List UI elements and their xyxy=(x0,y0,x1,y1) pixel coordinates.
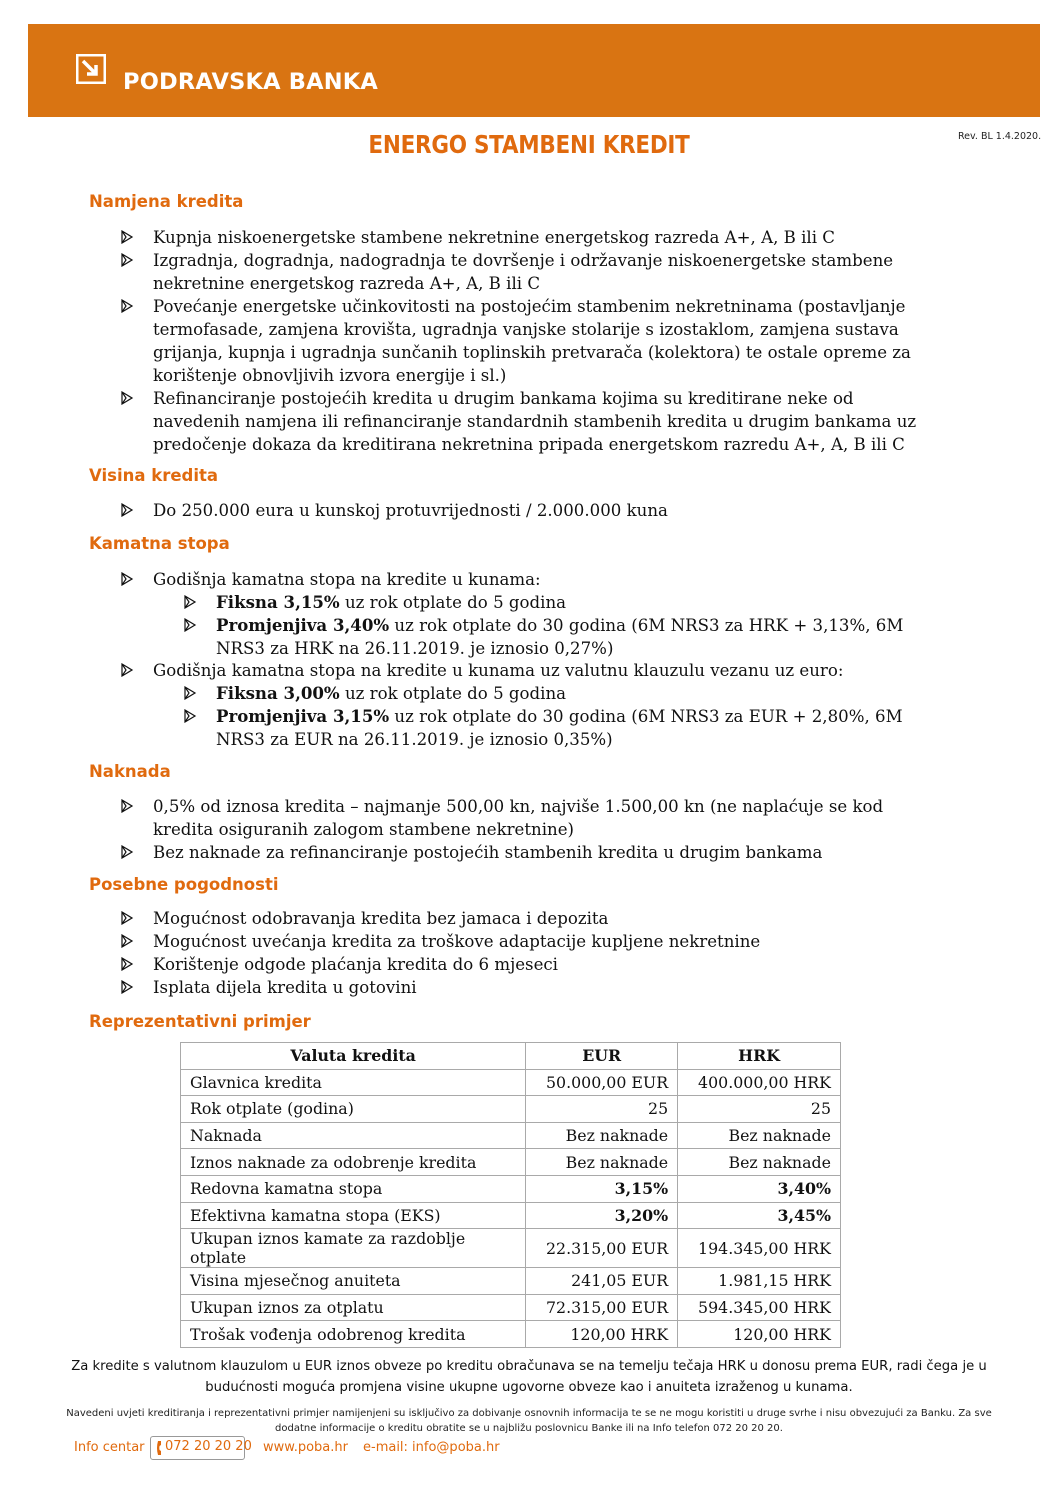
row-label: Iznos naknade za odobrenje kredita xyxy=(181,1149,526,1176)
website-link[interactable]: www.poba.hr xyxy=(263,1440,348,1455)
section-heading-naknada: Naknada xyxy=(89,762,171,781)
list-item: Mogućnost uvećanja kredita za troškove adaptacije kupljene nekretnine xyxy=(153,930,943,953)
hrk-value: 400.000,00 HRK xyxy=(678,1069,841,1096)
currency-clause-note: Za kredite s valutnom klauzulom u EUR iznos obveze po kreditu obračunava se na temelju tečaja HRK u donosu prema EUR, radi čega je u budućnosti moguća promjena visine ukupne ugovorne obveze kao i anuiteta izraženog u kunama. xyxy=(71,1359,987,1395)
arrow-bullet-icon xyxy=(183,595,197,609)
row-label: Redovna kamatna stopa xyxy=(181,1175,526,1202)
list-item: Godišnja kamatna stopa na kredite u kunama uz valutnu klauzulu vezanu uz euro: xyxy=(153,659,943,682)
table-row xyxy=(181,1096,841,1123)
eur-value: 3,15% xyxy=(526,1175,678,1202)
phone-icon xyxy=(155,1440,165,1456)
column-header: EUR xyxy=(526,1043,678,1070)
list-item: Promjenjiva 3,15% uz rok otplate do 30 godina (6M NRS3 za EUR + 2,80%, 6M NRS3 za EUR na 26.11.2019. je iznosio 0,35%) xyxy=(216,705,916,751)
eur-value: 25 xyxy=(526,1096,678,1123)
eur-value: Bez naknade xyxy=(526,1122,678,1149)
hrk-value: 1.981,15 HRK xyxy=(678,1268,841,1295)
table-row xyxy=(181,1321,841,1348)
arrow-bullet-icon xyxy=(183,618,197,632)
kamatna-list-hrk xyxy=(153,568,943,591)
document-title: ENERGO STAMBENI KREDIT xyxy=(368,130,690,159)
row-label: Trošak vođenja odobrenog kredita xyxy=(181,1321,526,1348)
arrow-bullet-icon xyxy=(120,934,134,948)
bank-name: PODRAVSKA BANKA xyxy=(123,69,379,95)
table-row xyxy=(181,1122,841,1149)
arrow-bullet-icon xyxy=(120,980,134,994)
section-heading-visina: Visina kredita xyxy=(89,466,219,485)
table-row xyxy=(181,1069,841,1096)
list-item: Izgradnja, dogradnja, nadogradnja te dovršenje i održavanje niskoenergetske stambene nekretnine energetskog razreda A+, A, B ili C xyxy=(153,249,943,295)
list-item: Do 250.000 eura u kunskoj protuvrijednosti / 2.000.000 kuna xyxy=(153,499,943,522)
column-header: HRK xyxy=(678,1043,841,1070)
row-label: Rok otplate (godina) xyxy=(181,1096,526,1123)
row-label: Naknada xyxy=(181,1122,526,1149)
section-heading-namjena: Namjena kredita xyxy=(89,192,244,211)
hrk-value: 25 xyxy=(678,1096,841,1123)
row-label: Glavnica kredita xyxy=(181,1069,526,1096)
hrk-value: 594.345,00 HRK xyxy=(678,1294,841,1321)
hrk-value: 3,45% xyxy=(678,1202,841,1229)
list-item: Korištenje odgode plaćanja kredita do 6 mjeseci xyxy=(153,953,943,976)
header-band xyxy=(28,24,1040,117)
table-row xyxy=(181,1268,841,1295)
list-item: Kupnja niskoenergetske stambene nekretnine energetskog razreda A+, A, B ili C xyxy=(153,226,943,249)
eur-value: 50.000,00 EUR xyxy=(526,1069,678,1096)
list-item: Isplata dijela kredita u gotovini xyxy=(153,976,943,999)
eur-value: 22.315,00 EUR xyxy=(526,1229,678,1268)
kamatna-list-eur xyxy=(153,659,943,682)
table-row xyxy=(181,1149,841,1176)
phone-number-link[interactable]: 072 20 20 20 xyxy=(165,1439,252,1454)
eur-value: Bez naknade xyxy=(526,1149,678,1176)
list-item: Mogućnost odobravanja kredita bez jamaca i depozita xyxy=(153,907,943,930)
kamatna-sublist-eur xyxy=(216,682,916,751)
row-label: Ukupan iznos kamate za razdoblje otplate xyxy=(181,1229,526,1268)
row-label: Efektivna kamatna stopa (EKS) xyxy=(181,1202,526,1229)
table-row xyxy=(181,1294,841,1321)
column-header: Valuta kredita xyxy=(181,1043,526,1070)
table-row xyxy=(181,1229,841,1268)
list-item: Refinanciranje postojećih kredita u drugim bankama kojima su kreditirane neke od navedenih namjena ili refinanciranje standardnih stambenih kredita u drugim bankama uz predočenje dokaza da kreditirana nekretnina pripada energetskom razredu A+, A, B ili C xyxy=(153,387,943,456)
arrow-bullet-icon xyxy=(120,572,134,586)
kamatna-sublist-hrk xyxy=(216,591,916,660)
eur-value: 241,05 EUR xyxy=(526,1268,678,1295)
eur-value: 3,20% xyxy=(526,1202,678,1229)
hrk-value: Bez naknade xyxy=(678,1149,841,1176)
revision-label: Rev. BL 1.4.2020. xyxy=(958,131,1042,142)
row-label: Ukupan iznos za otplatu xyxy=(181,1294,526,1321)
arrow-bullet-icon xyxy=(120,845,134,859)
row-label: Visina mjesečnog anuiteta xyxy=(181,1268,526,1295)
section-heading-pogodnosti: Posebne pogodnosti xyxy=(89,875,279,894)
list-item: 0,5% od iznosa kredita – najmanje 500,00 kn, najviše 1.500,00 kn (ne naplaćuje se kod kredita osiguranih zalogom stambene nekretnine) xyxy=(153,795,943,841)
naknada-list xyxy=(153,795,943,864)
list-item: Promjenjiva 3,40% uz rok otplate do 30 godina (6M NRS3 za HRK + 3,13%, 6M NRS3 za HRK na 26.11.2019. je iznosio 0,27%) xyxy=(216,614,916,660)
hrk-value: Bez naknade xyxy=(678,1122,841,1149)
eur-value: 120,00 HRK xyxy=(526,1321,678,1348)
disclaimer-text: Navedeni uvjeti kreditiranja i reprezentativni primjer namijenjeni su isključivo za dobivanje osnovnih informacija te se ne mogu koristiti u druge svrhe i nisu obvezujući za Banku. Za sve dodatne informacije o kreditu obratite se u najbližu poslovnicu Banke ili na Info telefon 072 20 20 20. xyxy=(66,1408,992,1434)
arrow-bullet-icon xyxy=(120,391,134,405)
table-row xyxy=(181,1202,841,1229)
list-item: Fiksna 3,15% uz rok otplate do 5 godina xyxy=(216,591,916,614)
arrow-bullet-icon xyxy=(120,253,134,267)
hrk-value: 3,40% xyxy=(678,1175,841,1202)
arrow-bullet-icon xyxy=(120,503,134,517)
info-centar-label: Info centar xyxy=(74,1440,145,1455)
section-heading-kamatna: Kamatna stopa xyxy=(89,534,230,553)
arrow-bullet-icon xyxy=(120,957,134,971)
arrow-bullet-icon xyxy=(183,709,197,723)
arrow-bullet-icon xyxy=(120,299,134,313)
hrk-value: 194.345,00 HRK xyxy=(678,1229,841,1268)
arrow-bullet-icon xyxy=(183,686,197,700)
email-link[interactable]: e-mail: info@poba.hr xyxy=(363,1440,500,1455)
arrow-bullet-icon xyxy=(120,799,134,813)
visina-list xyxy=(153,499,943,522)
list-item: Bez naknade za refinanciranje postojećih stambenih kredita u drugim bankama xyxy=(153,841,943,864)
section-heading-primjer: Reprezentativni primjer xyxy=(89,1012,311,1031)
representative-example-table xyxy=(180,1042,841,1348)
table-row xyxy=(181,1175,841,1202)
arrow-bullet-icon xyxy=(120,230,134,244)
list-item: Fiksna 3,00% uz rok otplate do 5 godina xyxy=(216,682,916,705)
arrow-bullet-icon xyxy=(120,663,134,677)
eur-value: 72.315,00 EUR xyxy=(526,1294,678,1321)
arrow-bullet-icon xyxy=(120,911,134,925)
list-item: Godišnja kamatna stopa na kredite u kunama: xyxy=(153,568,943,591)
bank-logo-icon xyxy=(76,54,106,84)
table-header-row xyxy=(181,1043,841,1070)
namjena-list xyxy=(153,226,943,456)
pogodnosti-list xyxy=(153,907,943,999)
list-item: Povećanje energetske učinkovitosti na postojećim stambenim nekretninama (postavljanje termofasade, zamjena krovišta, ugradnja vanjske stolarije s izostaklom, zamjena sustava grijanja, kupnja i ugradnja sunčanih toplinskih pretvarača (kolektora) te ostale opreme za korištenje obnovljivih izvora energije i sl.) xyxy=(153,295,943,387)
hrk-value: 120,00 HRK xyxy=(678,1321,841,1348)
